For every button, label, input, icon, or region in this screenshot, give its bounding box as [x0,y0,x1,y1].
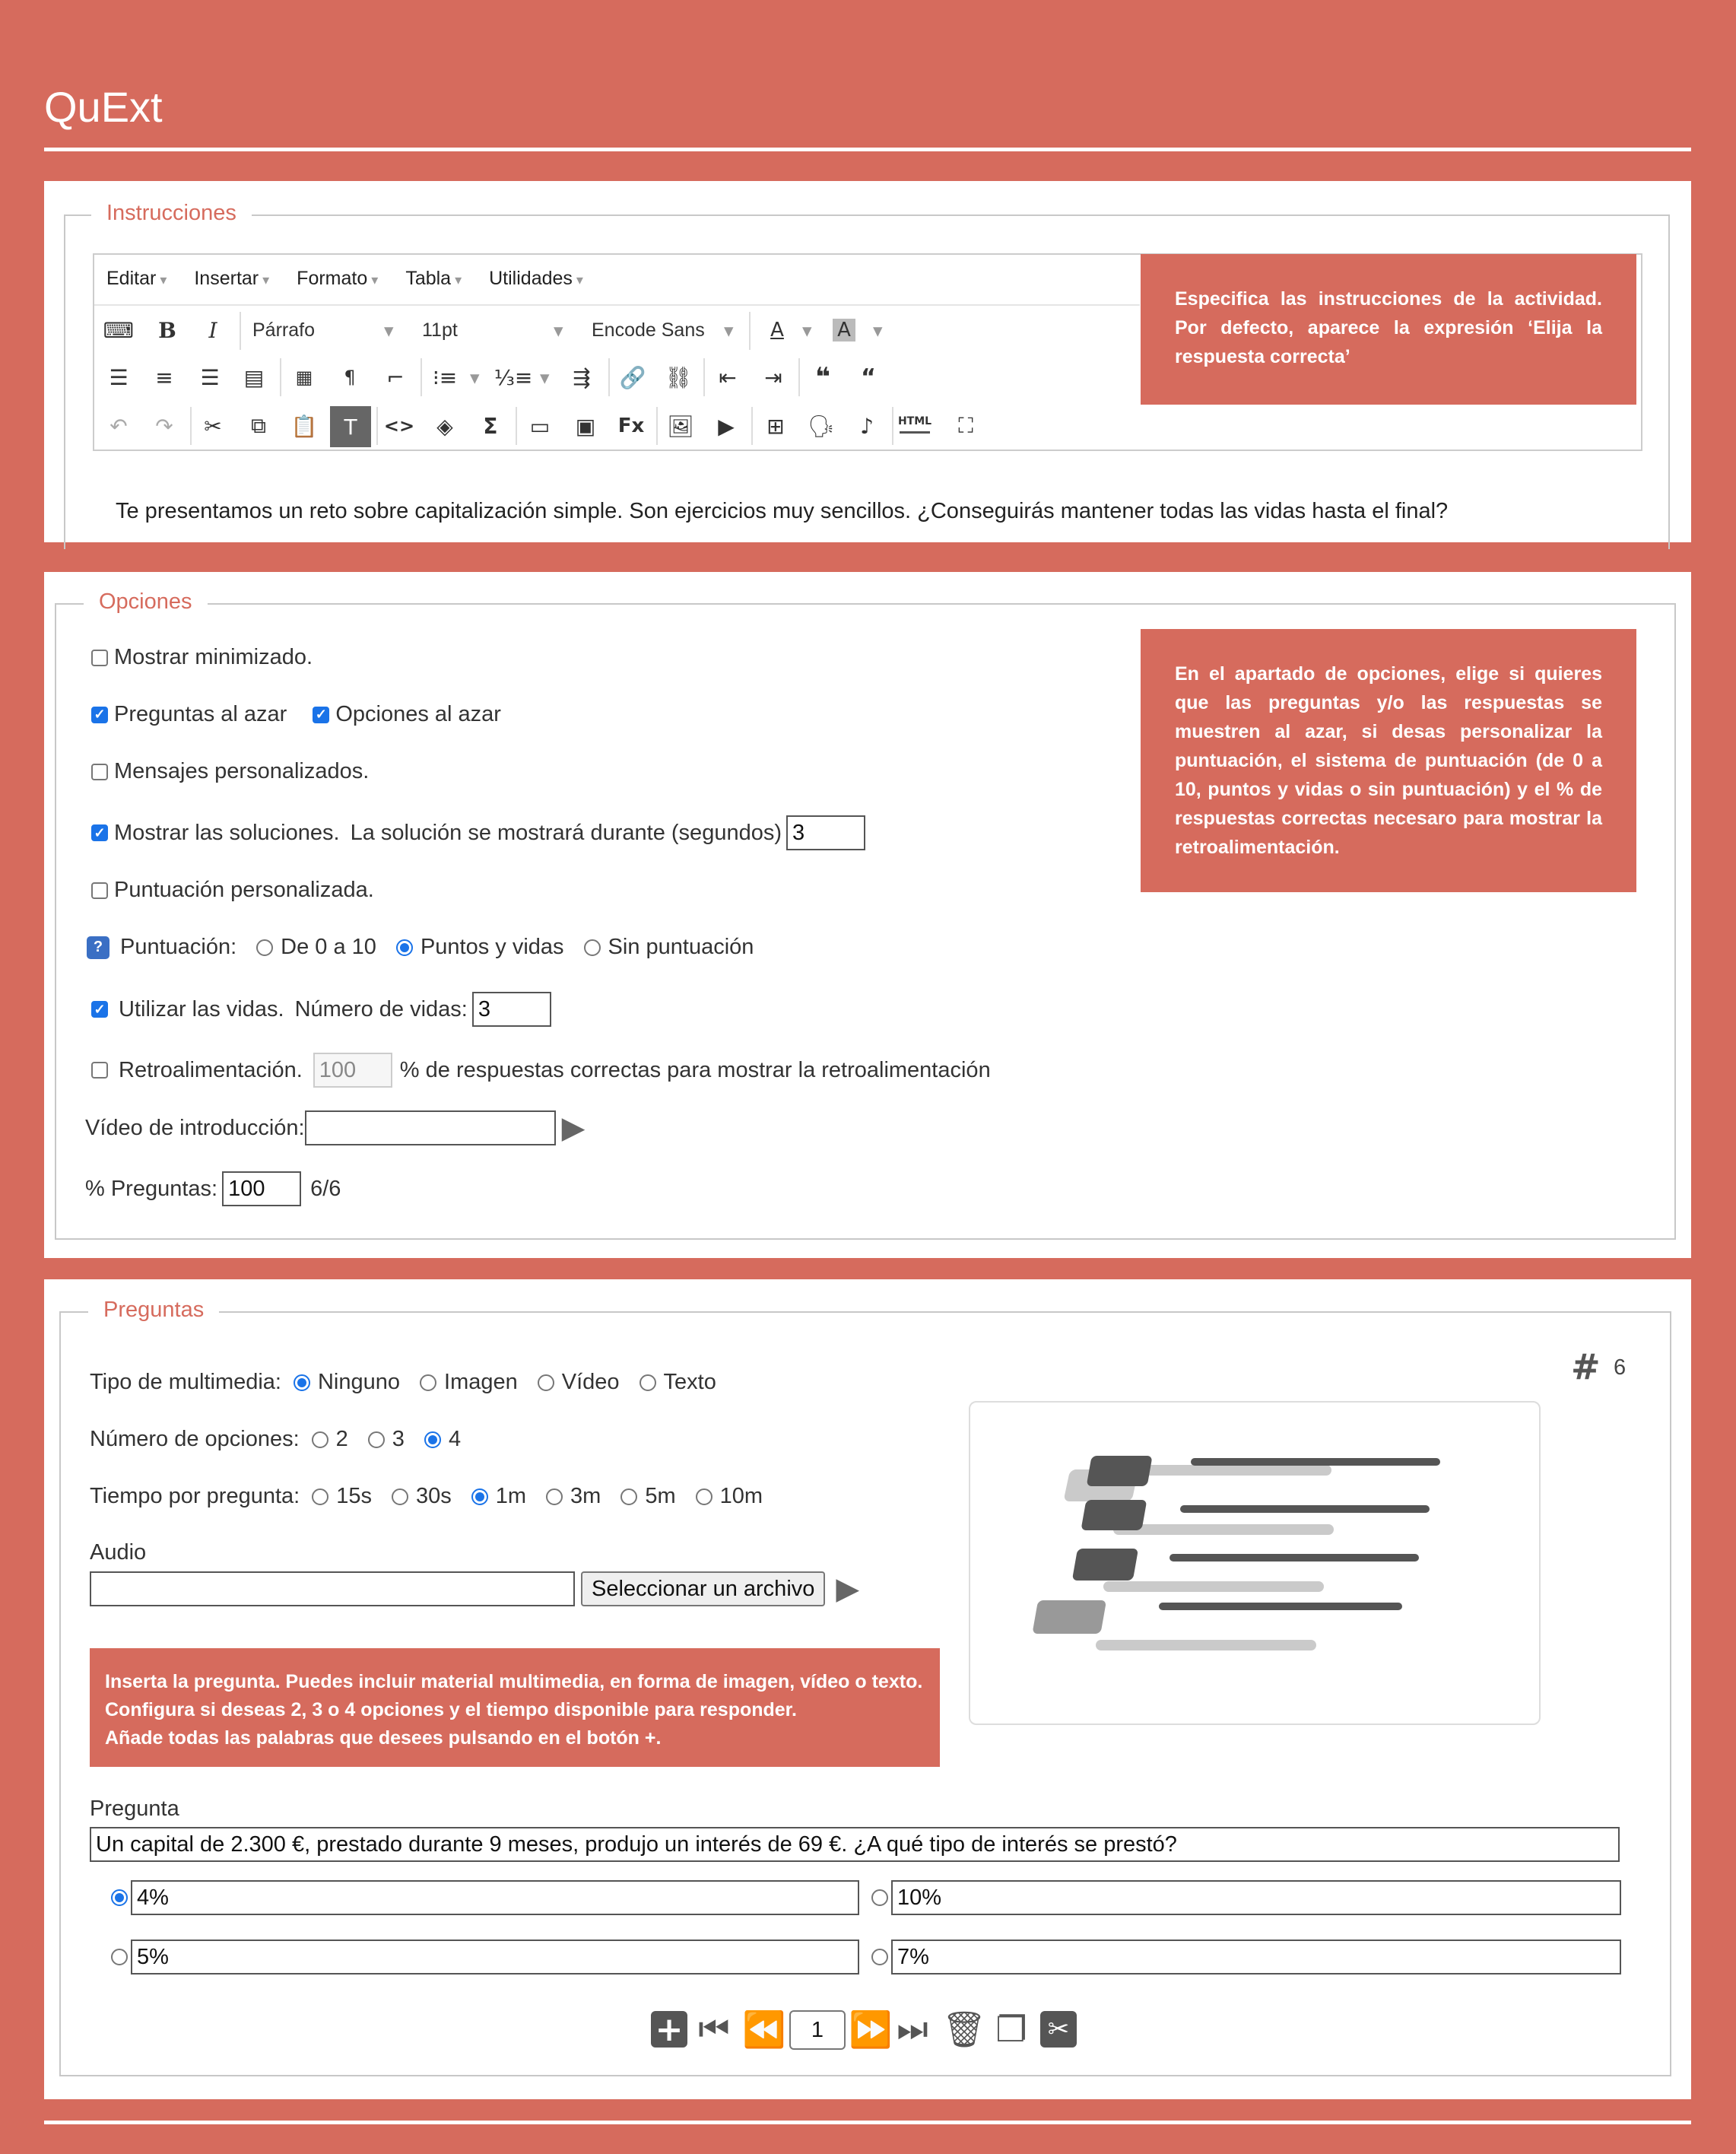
time-10m-radio[interactable] [696,1488,712,1505]
time-15s-radio[interactable] [312,1488,328,1505]
footer-divider [44,2121,1691,2124]
block-format-dropdown[interactable]: Párrafo [252,319,315,341]
window-icon[interactable]: ▣ [575,413,596,439]
first-question-icon[interactable]: ⏮ [698,2008,730,2049]
menu-insertar[interactable]: Insertar ▾ [194,268,269,290]
custom-score-checkbox[interactable] [91,882,108,899]
num-options-2-radio[interactable] [312,1431,328,1448]
num-options-label: Número de opciones: [90,1427,300,1451]
answer-4-input[interactable]: 7% [891,1940,1621,1974]
formula-icon[interactable]: Fx [617,415,645,437]
options-note: En el apartado de opciones, elige si quieres que las preguntas y/o las respuestas se muestren al azar, si desas personalizar la puntuación, el sistema de puntuación (de 0 a 10, puntos y vidas o sin puntuación) y el % de respuestas correctas necesaro para mostrar la retroalimentación. [1141,629,1636,892]
num-options-2-label: 2 [335,1427,348,1451]
multimedia-video-label: Vídeo [561,1370,620,1394]
answer-2-radio[interactable] [871,1889,888,1906]
answer-row [111,1940,859,1974]
separator [656,407,658,445]
random-questions-checkbox[interactable]: ✓ [91,707,108,723]
bold-icon[interactable]: B [158,317,176,343]
app-title: QuExt [44,83,163,131]
chevron-down-icon: ▾ [540,367,550,389]
menu-utilidades[interactable]: Utilidades ▾ [489,268,583,290]
num-options-4-label: 4 [448,1427,462,1451]
show-solutions-label: Mostrar las soluciones. [114,820,340,845]
cut-icon[interactable]: ✂ [204,413,222,439]
align-left-icon[interactable]: ☰ [109,364,129,390]
outdent-icon[interactable]: ⇤ [719,364,737,390]
add-question-icon[interactable]: + [651,2011,687,2048]
answer-1-input[interactable]: 4% [131,1880,859,1915]
answer-3-input[interactable]: 5% [131,1940,859,1974]
delete-icon[interactable]: 🗑 [941,2008,987,2050]
time-5m-radio[interactable] [620,1488,637,1505]
align-center-icon[interactable]: ≡ [155,364,173,390]
show-minimized-row [91,645,313,670]
feedback-text: % de respuestas correctas para mostrar la retroalimentación [399,1057,991,1082]
time-3m-radio[interactable] [546,1488,563,1505]
media-icon[interactable]: ▶ [718,413,735,439]
redo-icon[interactable]: ↷ [155,413,173,439]
questions-note-line: Configura si deseas 2, 3 o 4 opciones y el tiempo disponible para responder. [105,1699,797,1720]
numbered-list-icon[interactable]: ⅓≡ [494,364,533,390]
bullet-list-icon[interactable]: ⁝≡ [432,364,458,390]
time-15s-label: 15s [336,1484,372,1508]
num-options-row [90,1427,461,1452]
score-0-10-radio[interactable] [256,939,273,956]
time-1m-label: 1m [495,1484,527,1508]
lives-input[interactable]: 3 [472,992,551,1027]
answer-row [871,1880,1621,1915]
separator [516,407,517,445]
multimedia-row [90,1370,716,1395]
score-label: Puntuación: [120,935,237,959]
highlight-color-icon[interactable]: A [833,319,855,342]
multimedia-none-label: Ninguno [317,1370,401,1394]
solution-time-label: La solución se mostrará durante (segundos) [350,820,782,845]
percent-questions-label: % Preguntas: [85,1176,218,1201]
page-number-input[interactable]: 1 [789,2010,846,2050]
show-minimized-checkbox[interactable] [91,650,108,666]
embed-code-icon[interactable]: ◈ [436,413,453,439]
cut-icon[interactable]: ✂ [1040,2011,1077,2048]
chevron-down-icon: ▾ [470,367,480,389]
editor-divider [94,450,1641,451]
editor-content[interactable]: Te presentamos un reto sobre capitalización simple. Son ejercicios muy sencillos. ¿Conseguirás mantener todas las vidas hasta el final? [116,499,1449,523]
blockquote-icon[interactable]: ❝ [815,362,830,392]
time-label: Tiempo por pregunta: [90,1484,300,1508]
html-icon[interactable]: HTML [900,411,930,434]
answer-4-radio[interactable] [871,1949,888,1965]
hash-icon: # [1571,1346,1601,1387]
lives-label: Número de vidas: [294,996,468,1021]
num-options-3-radio[interactable] [368,1431,385,1448]
time-row [90,1484,763,1509]
score-points-lives-label: Puntos y vidas [420,935,564,959]
separator [749,312,751,350]
copy-icon[interactable]: ❐ [995,2009,1027,2050]
answer-2-input[interactable]: 10% [891,1880,1621,1915]
keyboard-icon[interactable]: ⌨ [103,317,135,343]
answer-row [111,1880,859,1915]
use-lives-label: Utilizar las vidas. [119,996,284,1021]
select-file-button[interactable]: Seleccionar un archivo [581,1571,825,1606]
chevron-down-icon: ▾ [724,320,734,342]
feedback-label: Retroalimentación. [119,1057,303,1082]
percent-questions-input[interactable]: 100 [222,1171,301,1206]
multimedia-text-radio[interactable] [639,1374,656,1391]
previous-question-icon[interactable]: ⏪ [742,2008,786,2050]
multimedia-image-label: Imagen [444,1370,518,1394]
questions-note-line: Añade todas las palabras que desees pulsando en el botón +. [105,1727,662,1749]
feedback-checkbox[interactable] [91,1062,108,1079]
audio-input[interactable] [90,1571,575,1606]
separator [751,407,753,445]
multimedia-image-radio[interactable] [420,1374,436,1391]
audio-label: Audio [90,1540,147,1565]
play-icon[interactable]: ▶ [561,1111,586,1145]
chevron-down-icon: ▾ [384,320,394,342]
lives-row [91,992,551,1027]
options-legend: Opciones [84,589,208,615]
align-right-icon[interactable]: ☰ [200,364,220,390]
comment-icon[interactable]: ▭ [529,413,551,439]
custom-score-label: Puntuación personalizada. [114,878,374,902]
separator [608,358,610,396]
remove-quote-icon[interactable]: “ [861,364,876,391]
answer-3-radio[interactable] [111,1949,128,1965]
random-options-label: Opciones al azar [335,702,501,726]
link-icon[interactable]: 🔗 [619,364,646,390]
block-icon[interactable]: ▦ [295,367,313,388]
next-question-icon[interactable]: ⏩ [849,2008,893,2050]
sigma-icon[interactable]: Σ [483,413,498,439]
solution-time-input[interactable]: 3 [786,815,865,850]
undo-icon[interactable]: ↶ [109,413,128,439]
instructions-legend: Instrucciones [91,201,252,226]
separator [190,407,192,445]
title-divider [44,148,1691,151]
menu-tabla[interactable]: Tabla ▾ [405,268,462,290]
separator [798,358,800,396]
font-size-dropdown[interactable]: 11pt [422,319,458,341]
multimedia-none-radio[interactable] [294,1374,310,1391]
indent-icon[interactable]: ⇥ [764,364,782,390]
menubar-divider [94,304,1140,306]
percent-questions-count: 6/6 [310,1176,341,1201]
use-lives-checkbox[interactable]: ✓ [91,1001,108,1018]
num-options-3-label: 3 [392,1427,405,1451]
questions-note [90,1648,940,1767]
separator [376,407,378,445]
speech-icon[interactable]: 🗣 [808,413,835,439]
score-none-label: Sin puntuación [608,935,754,959]
paste-text-icon[interactable]: T [330,406,371,447]
copy-icon[interactable]: ⧉ [251,413,266,438]
instructions-note: Especifica las instrucciones de la actividad. Por defecto, aparece la expresión ‘Elija la respuesta correcta’ [1141,254,1636,405]
fullscreen-icon[interactable]: ⛶ [958,413,973,438]
last-question-icon[interactable]: ⏭ [897,2008,928,2049]
questions-legend: Preguntas [88,1298,219,1323]
custom-messages-row [91,759,369,784]
image-icon[interactable]: 🖼 [667,413,694,439]
multimedia-text-label: Texto [663,1370,716,1394]
text-color-icon[interactable]: A [770,319,784,342]
score-row [87,935,754,960]
feedback-row [91,1053,991,1088]
play-icon[interactable]: ▶ [836,1572,860,1606]
feedback-percent-input[interactable]: 100 [313,1053,392,1088]
intro-video-input[interactable] [305,1110,556,1145]
time-10m-label: 10m [719,1484,763,1508]
audio-row [90,1571,859,1606]
time-1m-radio[interactable] [471,1488,488,1505]
time-5m-label: 5m [645,1484,676,1508]
separator [892,407,893,445]
font-family-dropdown[interactable]: Encode Sans [592,319,705,341]
mindmap-icon[interactable]: ⊞ [766,413,785,439]
intro-video-row [85,1110,585,1145]
answer-row [871,1940,1621,1974]
custom-score-row [91,878,374,903]
separator [240,312,241,350]
show-solutions-row [91,815,865,850]
format-painter-icon[interactable]: ⌐ [386,364,405,390]
score-none-radio[interactable] [584,939,601,956]
random-row [91,702,501,727]
indent-list-icon[interactable]: ⇶ [573,364,591,390]
menu-editar[interactable]: Editar ▾ [106,268,167,290]
show-minimized-label: Mostrar minimizado. [114,645,313,669]
music-note-icon[interactable]: ♪ [860,413,874,439]
chevron-down-icon: ▾ [802,320,812,342]
random-options-checkbox[interactable]: ✓ [313,707,329,723]
paragraph-icon[interactable]: ¶ [344,367,356,388]
list-placeholder-icon [970,1403,1539,1724]
menu-formato[interactable]: Formato ▾ [297,268,378,290]
chevron-down-icon: ▾ [873,320,883,342]
custom-messages-checkbox[interactable] [91,764,108,780]
answer-1-radio[interactable] [111,1889,128,1906]
multimedia-video-radio[interactable] [538,1374,554,1391]
separator [421,358,422,396]
score-points-lives-radio[interactable] [396,939,413,956]
question-input[interactable]: Un capital de 2.300 €, prestado durante 9 meses, produjo un interés de 69 €. ¿A qué tipo de interés se prestó? [90,1827,1620,1862]
question-label: Pregunta [90,1797,179,1821]
score-0-10-label: De 0 a 10 [281,935,376,959]
time-30s-radio[interactable] [392,1488,408,1505]
time-30s-label: 30s [415,1484,452,1508]
question-count: 6 [1614,1355,1627,1380]
italic-icon[interactable]: I [208,317,217,343]
multimedia-preview [969,1401,1541,1725]
editor-menubar [106,268,611,290]
justify-icon[interactable]: ▤ [243,364,265,390]
separator [280,358,281,396]
paste-icon[interactable]: 📋 [290,413,318,439]
custom-messages-label: Mensajes personalizados. [114,759,370,783]
num-options-4-radio[interactable] [424,1431,441,1448]
intro-video-label: Vídeo de introducción: [85,1115,305,1140]
unlink-icon[interactable]: ⛓ [665,364,692,390]
chevron-down-icon: ▾ [554,320,563,342]
show-solutions-checkbox[interactable]: ✓ [91,824,108,841]
multimedia-label: Tipo de multimedia: [90,1370,281,1394]
help-icon[interactable]: ? [87,936,109,959]
random-questions-label: Preguntas al azar [114,702,287,726]
percent-questions-row [85,1171,341,1206]
questions-note-line: Inserta la pregunta. Puedes incluir material multimedia, en forma de imagen, vídeo o texto. [105,1671,923,1692]
separator [703,358,705,396]
code-icon[interactable]: <> [383,415,415,437]
time-3m-label: 3m [570,1484,601,1508]
